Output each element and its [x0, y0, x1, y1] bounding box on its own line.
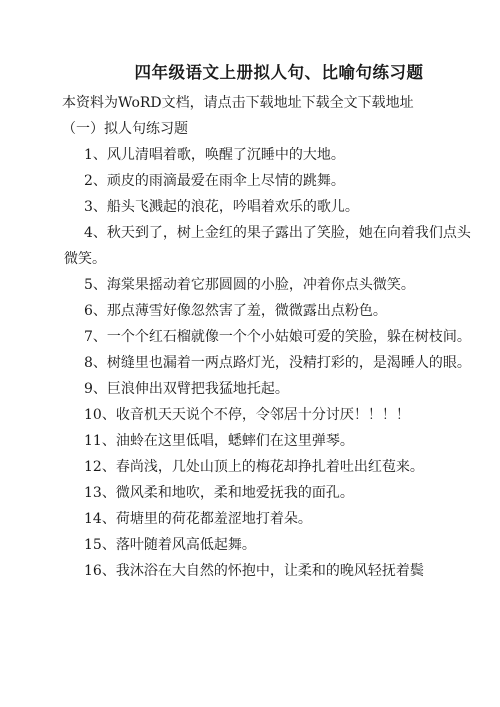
exercise-item: 9、巨浪伸出双臂把我猛地托起。: [84, 381, 289, 397]
exercise-item: 4、秋天到了，树上金红的果子露出了笑脸，她在向着我们点头微笑。: [64, 225, 471, 267]
section-heading: （一）拟人句练习题: [62, 121, 188, 137]
exercise-item: 12、春尚浅，几处山顶上的梅花却挣扎着吐出红苞来。: [84, 459, 424, 475]
exercise-item: 14、荷塘里的荷花都羞涩地打着朵。: [84, 511, 312, 527]
exercise-item: 1、风儿清唱着歌，唤醒了沉睡中的大地。: [84, 147, 345, 163]
exercise-item: 7、一个个红石榴就像一个个小姑娘可爱的笑脸，躲在树枝间。: [84, 329, 471, 345]
exercise-item: 15、落叶随着风高低起舞。: [84, 537, 256, 553]
exercise-item: 16、我沐浴在大自然的怀抱中，让柔和的晚风轻抚着鬓: [84, 563, 424, 579]
exercise-item: 11、油蛉在这里低唱，蟋蟀们在这里弹琴。: [84, 433, 354, 449]
exercise-item: 6、那点薄雪好像忽然害了羞，微微露出点粉色。: [84, 303, 387, 319]
exercise-item: 13、微风柔和地吹，柔和地爱抚我的面孔。: [84, 485, 354, 501]
exercise-item: 8、树缝里也漏着一两点路灯光，没精打彩的，是渴睡人的眼。: [84, 355, 471, 371]
exercise-item: 5、海棠果摇动着它那圆圆的小脸，冲着你点头微笑。: [84, 277, 415, 293]
download-notice: 本资料为WoRD文档，请点击下载地址下载全文下载地址: [62, 95, 414, 111]
exercise-item: 2、顽皮的雨滴最爱在雨伞上尽情的跳舞。: [84, 173, 345, 189]
document-title: 四年级语文上册拟人句、比喻句练习题: [134, 63, 424, 82]
exercise-item: 10、收音机天天说个不停，令邻居十分讨厌！！！！: [84, 407, 410, 423]
exercise-item: 3、船头飞溅起的浪花，吟唱着欢乐的歌儿。: [84, 199, 359, 215]
exercise-list: [64, 142, 472, 584]
